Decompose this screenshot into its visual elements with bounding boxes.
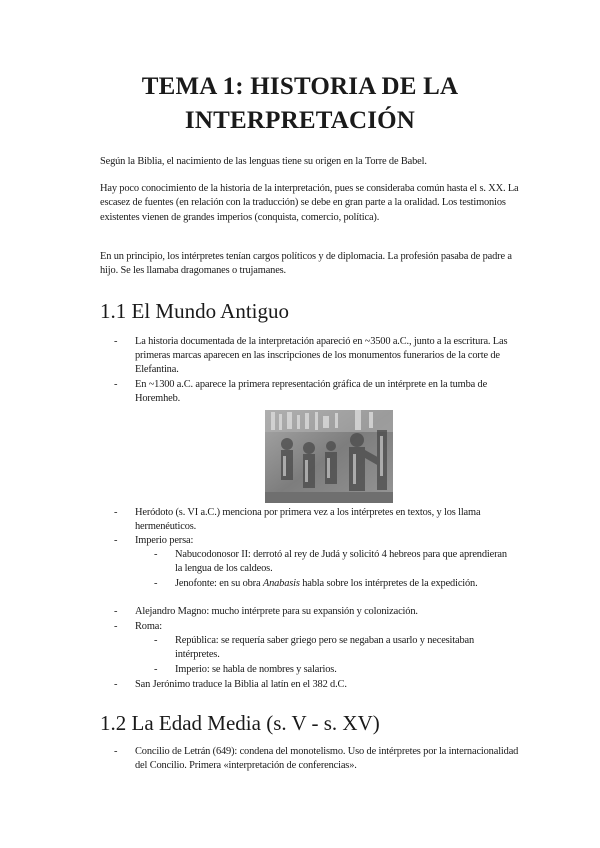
intro-paragraph-2: Hay poco conocimiento de la historia de la interpretación, pues se consideraba común hasta el s. XX. La escasez de fuentes (en relación con la traducción) se debe en gran parte a la oralidad. Los testimonios existentes vienen de grandes imperios (conquista, comercio, política). — [100, 183, 519, 223]
sub-list-item — [154, 577, 510, 591]
list-item — [114, 335, 530, 378]
horemheb-relief-image — [265, 410, 393, 503]
list-item-text: Concilio de Letrán (649): condena del monotelismo. Uso de intérpretes por la internacionalidad del Concilio. Primera «interpretación de conferencias». — [135, 746, 519, 772]
list-item-text: Heródoto (s. VI a.C.) menciona por primera vez a los intérpretes en textos, y los llama hermenéuticos. — [135, 507, 481, 533]
list-bullet: - — [114, 606, 118, 617]
list-item-text: En ~1300 a.C. aparece la primera representación gráfica de un intérprete en la tumba de Horemheb. — [135, 379, 488, 405]
list-bullet: - — [154, 635, 158, 646]
list-bullet: - — [114, 336, 118, 347]
sub-list-item — [154, 663, 510, 677]
list-item-text: San Jerónimo traduce la Biblia al latín en el 382 d.C. — [135, 679, 347, 690]
list-item — [114, 534, 530, 548]
title-line-2: INTERPRETACIÓN — [184, 107, 416, 134]
text-run: Jenofonte: en su obra — [175, 578, 263, 589]
text-run: habla sobre los intérpretes de la expedición. — [299, 578, 478, 589]
title-line-1: TEMA 1: HISTORIA DE LA — [141, 73, 459, 100]
intro-paragraph-1: Según la Biblia, el nacimiento de las lenguas tiene su origen en la Torre de Babel. — [100, 156, 427, 167]
list-item-text — [175, 578, 478, 589]
sub-list-item — [154, 548, 510, 576]
relief-illustration — [265, 410, 393, 503]
book-title: Anabasis — [262, 578, 300, 589]
list-item-text: Nabucodonosor II: derrotó al rey de Judá y solicitó 4 hebreos para que aprendieran la lengua de los caldeos. — [175, 549, 507, 575]
list-item-text: Roma: — [135, 621, 162, 632]
sub-list-item — [154, 634, 510, 662]
list-bullet: - — [114, 746, 118, 757]
list-bullet: - — [114, 679, 118, 690]
list-item — [114, 678, 530, 692]
list-item-text: Alejandro Magno: mucho intérprete para su expansión y colonización. — [135, 606, 418, 617]
document-title — [60, 70, 540, 138]
list-item-text: Imperio: se habla de nombres y salarios. — [175, 664, 337, 675]
list-item — [114, 745, 530, 773]
section-heading-edad-media: 1.2 La Edad Media (s. V - s. XV) — [100, 711, 380, 735]
list-bullet: - — [114, 379, 118, 390]
list-bullet: - — [114, 535, 118, 546]
list-item-text: Imperio persa: — [135, 535, 194, 546]
intro-paragraph-3: En un principio, los intérpretes tenían cargos políticos y de diplomacia. La profesión pasaba de padre a hijo. Se les llamaba dragomanes o trujamanes. — [100, 251, 512, 277]
list-item — [114, 378, 530, 406]
list-bullet: - — [154, 664, 158, 675]
list-item — [114, 605, 530, 619]
list-item — [114, 620, 530, 634]
list-bullet: - — [114, 507, 118, 518]
list-item — [114, 506, 530, 534]
list-bullet: - — [154, 549, 158, 560]
list-item-text: República: se requería saber griego pero se negaban a usarlo y necesitaban intérpretes. — [175, 635, 475, 661]
section-heading-mundo-antiguo: 1.1 El Mundo Antiguo — [100, 299, 290, 323]
list-item-text: La historia documentada de la interpretación apareció en ~3500 a.C., junto a la escritura. Las primeras marcas aparecen en las inscripciones de los monumentos funerarios de la corte de Elefantina. — [135, 336, 508, 376]
list-bullet: - — [154, 578, 158, 589]
list-bullet: - — [114, 621, 118, 632]
